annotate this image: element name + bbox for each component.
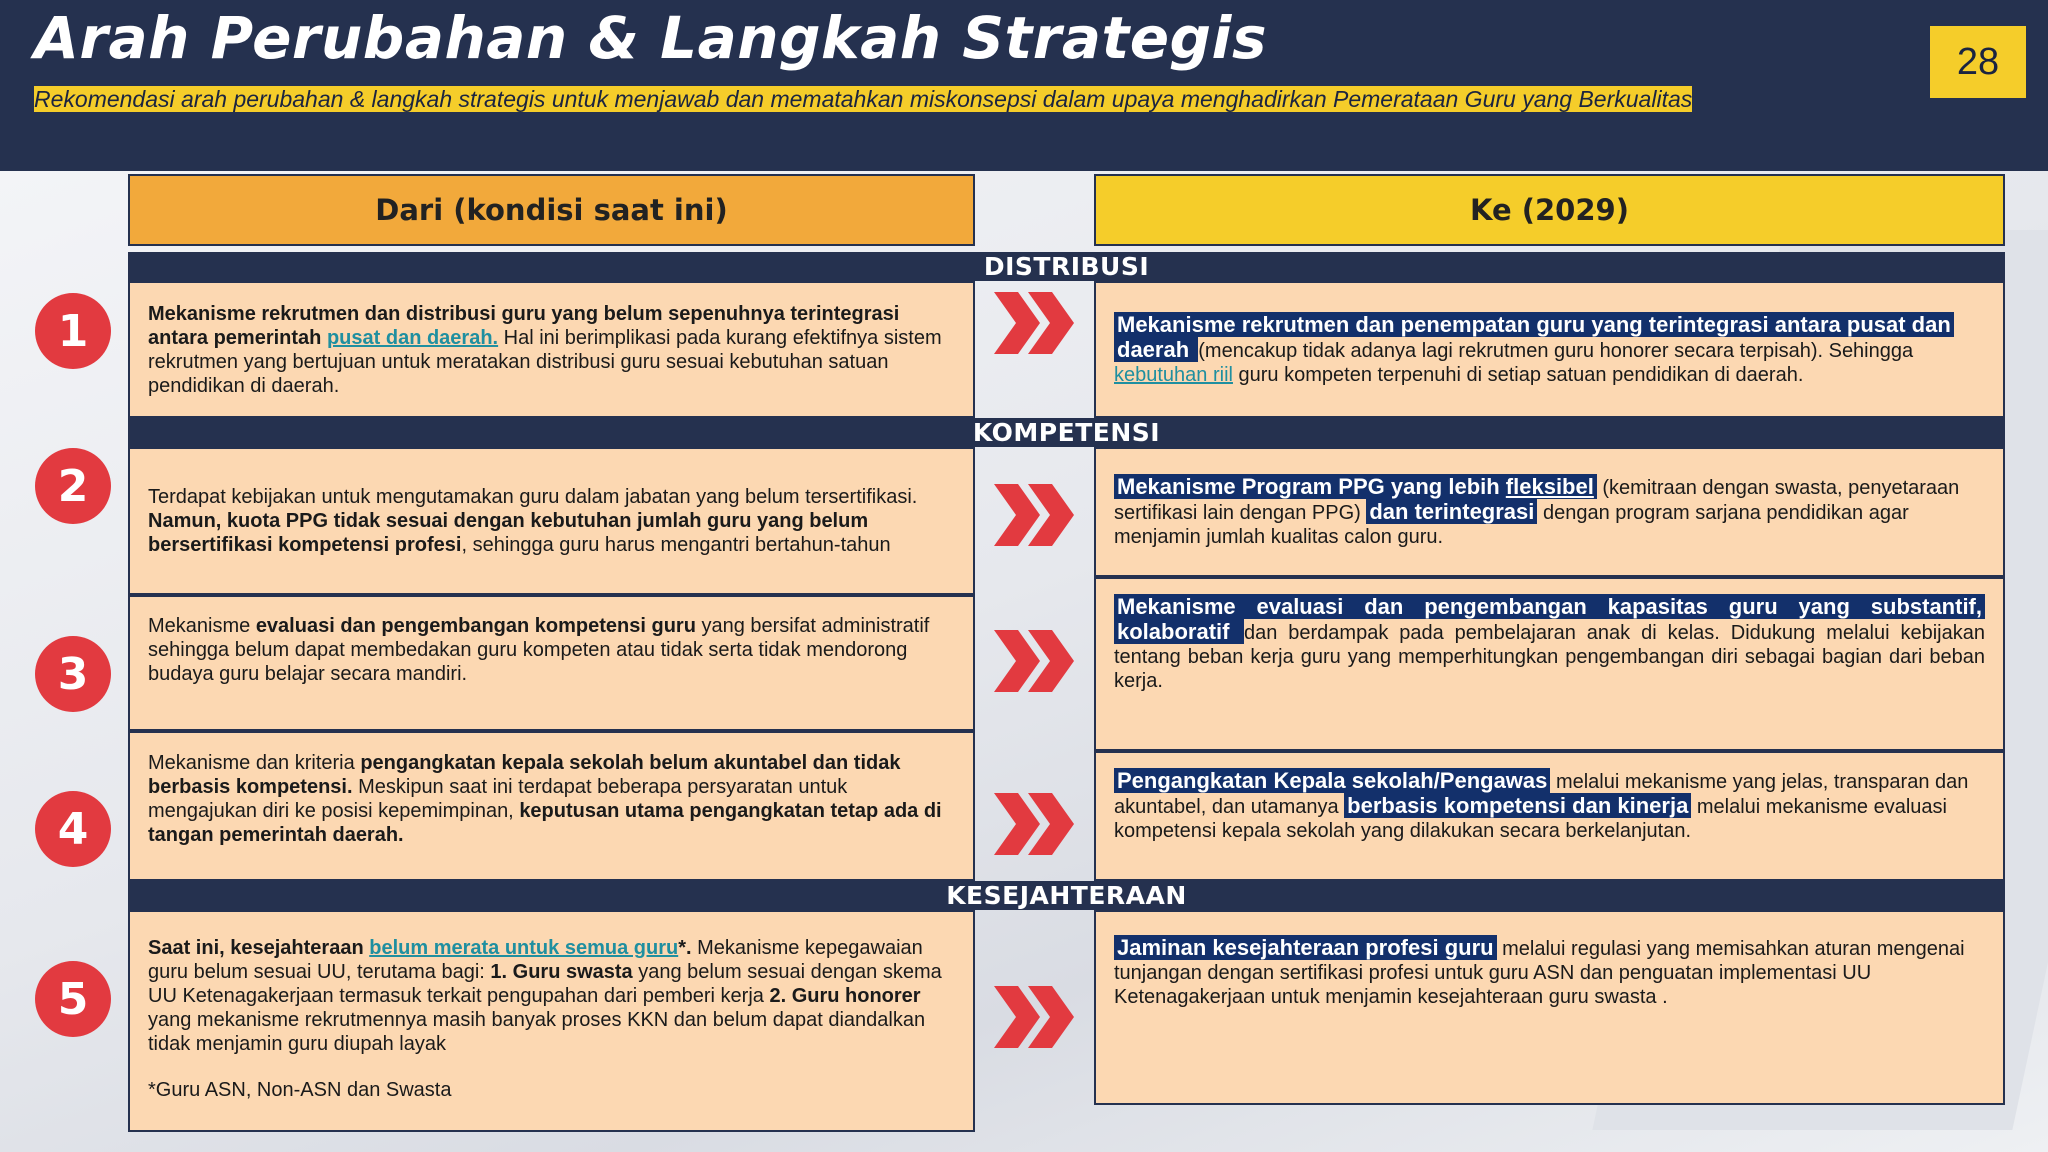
from-box-2: Terdapat kebijakan untuk mengutamakan guru dalam jabatan yang belum tersertifikasi. Namun, kuota PPG tidak sesuai dengan kebutuhan jumlah guru yang belum bersertifikasi kompetensi profesi, sehingga guru harus mengantri bertahun-tahun [128,447,975,595]
double-chevron-right-icon [990,982,1080,1052]
to-box-2: Mekanisme Program PPG yang lebih fleksibel (kemitraan dengan swasta, penyetaraan sertifikasi lain dengan PPG) dan terintegrasi dengan program sarjana pendidikan agar menjamin jumlah kualitas calon guru. [1094,447,2005,577]
row-number-2: 2 [35,448,111,524]
section-kesejahteraan: KESEJAHTERAAN [128,881,2005,910]
section-distribusi: DISTRIBUSI [128,252,2005,281]
double-chevron-right-icon [990,288,1080,358]
header-bar [0,0,2048,171]
page-number: 28 [1930,26,2026,98]
row-number-3: 3 [35,636,111,712]
to-box-3: Mekanisme evaluasi dan pengembangan kapasitas guru yang substantif, kolaboratif dan berdampak pada pembelajaran anak di kelas. Didukung melalui kebijakan tentang beban kerja guru yang memperhitungkan pengembangan diri sebagai bagian dari beban kerja. [1094,577,2005,751]
to-box-1: Mekanisme rekrutmen dan penempatan guru yang terintegrasi antara pusat dan daerah (mencakup tidak adanya lagi rekrutmen guru honorer secara terpisah). Sehingga kebutuhan riil guru kompeten terpenuhi di setiap satuan pendidikan di daerah. [1094,281,2005,418]
to-box-5: Jaminan kesejahteraan profesi guru melalui regulasi yang memisahkan aturan mengenai tunjangan dengan sertifikasi profesi untuk guru ASN dan penguatan implementasi UU Ketenagakerjaan untuk menjamin kesejahteraan guru swasta . [1094,910,2005,1105]
section-kompetensi: KOMPETENSI [128,418,2005,447]
row-number-1: 1 [35,293,111,369]
column-header-to: Ke (2029) [1094,174,2005,246]
double-chevron-right-icon [990,789,1080,859]
from-box-3: Mekanisme evaluasi dan pengembangan kompetensi guru yang bersifat administratif sehingga belum dapat membedakan guru kompeten atau tidak serta tidak mendorong budaya guru belajar secara mandiri. [128,595,975,731]
row-number-4: 4 [35,791,111,867]
to-box-4: Pengangkatan Kepala sekolah/Pengawas melalui mekanisme yang jelas, transparan dan akuntabel, dan utamanya berbasis kompetensi dan kinerja melalui mekanisme evaluasi kompetensi kepala sekolah yang dilakukan secara berkelanjutan. [1094,751,2005,881]
footnote: *Guru ASN, Non-ASN dan Swasta [148,1079,452,1101]
from-box-1: Mekanisme rekrutmen dan distribusi guru yang belum sepenuhnya terintegrasi antara pemerintah pusat dan daerah. Hal ini berimplikasi pada kurang efektifnya sistem rekrutmen yang bertujuan untuk meratakan distribusi guru sesuai kebutuhan satuan pendidikan di daerah. [128,281,975,418]
double-chevron-right-icon [990,626,1080,696]
page-subtitle: Rekomendasi arah perubahan & langkah strategis untuk menjawab dan mematahkan miskonsepsi dalam upaya menghadirkan Pemerataan Guru yang Berkualitas [34,86,1693,112]
page-title: Arah Perubahan & Langkah Strategis [34,4,1267,72]
column-header-from: Dari (kondisi saat ini) [128,174,975,246]
from-box-5: Saat ini, kesejahteraan belum merata untuk semua guru*. Mekanisme kepegawaian guru belum sesuai UU, terutama bagi: 1. Guru swasta yang belum sesuai dengan skema UU Ketenagakerjaan termasuk terkait pengupahan dari pemberi kerja 2. Guru honorer yang mekanisme rekrutmennya masih banyak proses KKN dan belum dapat diandalkan tidak menjamin guru diupah layak *Guru ASN, Non-ASN dan Swasta [128,910,975,1132]
from-box-4: Mekanisme dan kriteria pengangkatan kepala sekolah belum akuntabel dan tidak berbasis kompetensi. Meskipun saat ini terdapat beberapa persyaratan untuk mengajukan diri ke posisi kepemimpinan, keputusan utama pengangkatan tetap ada di tangan pemerintah daerah. [128,731,975,881]
double-chevron-right-icon [990,480,1080,550]
row-number-5: 5 [35,961,111,1037]
